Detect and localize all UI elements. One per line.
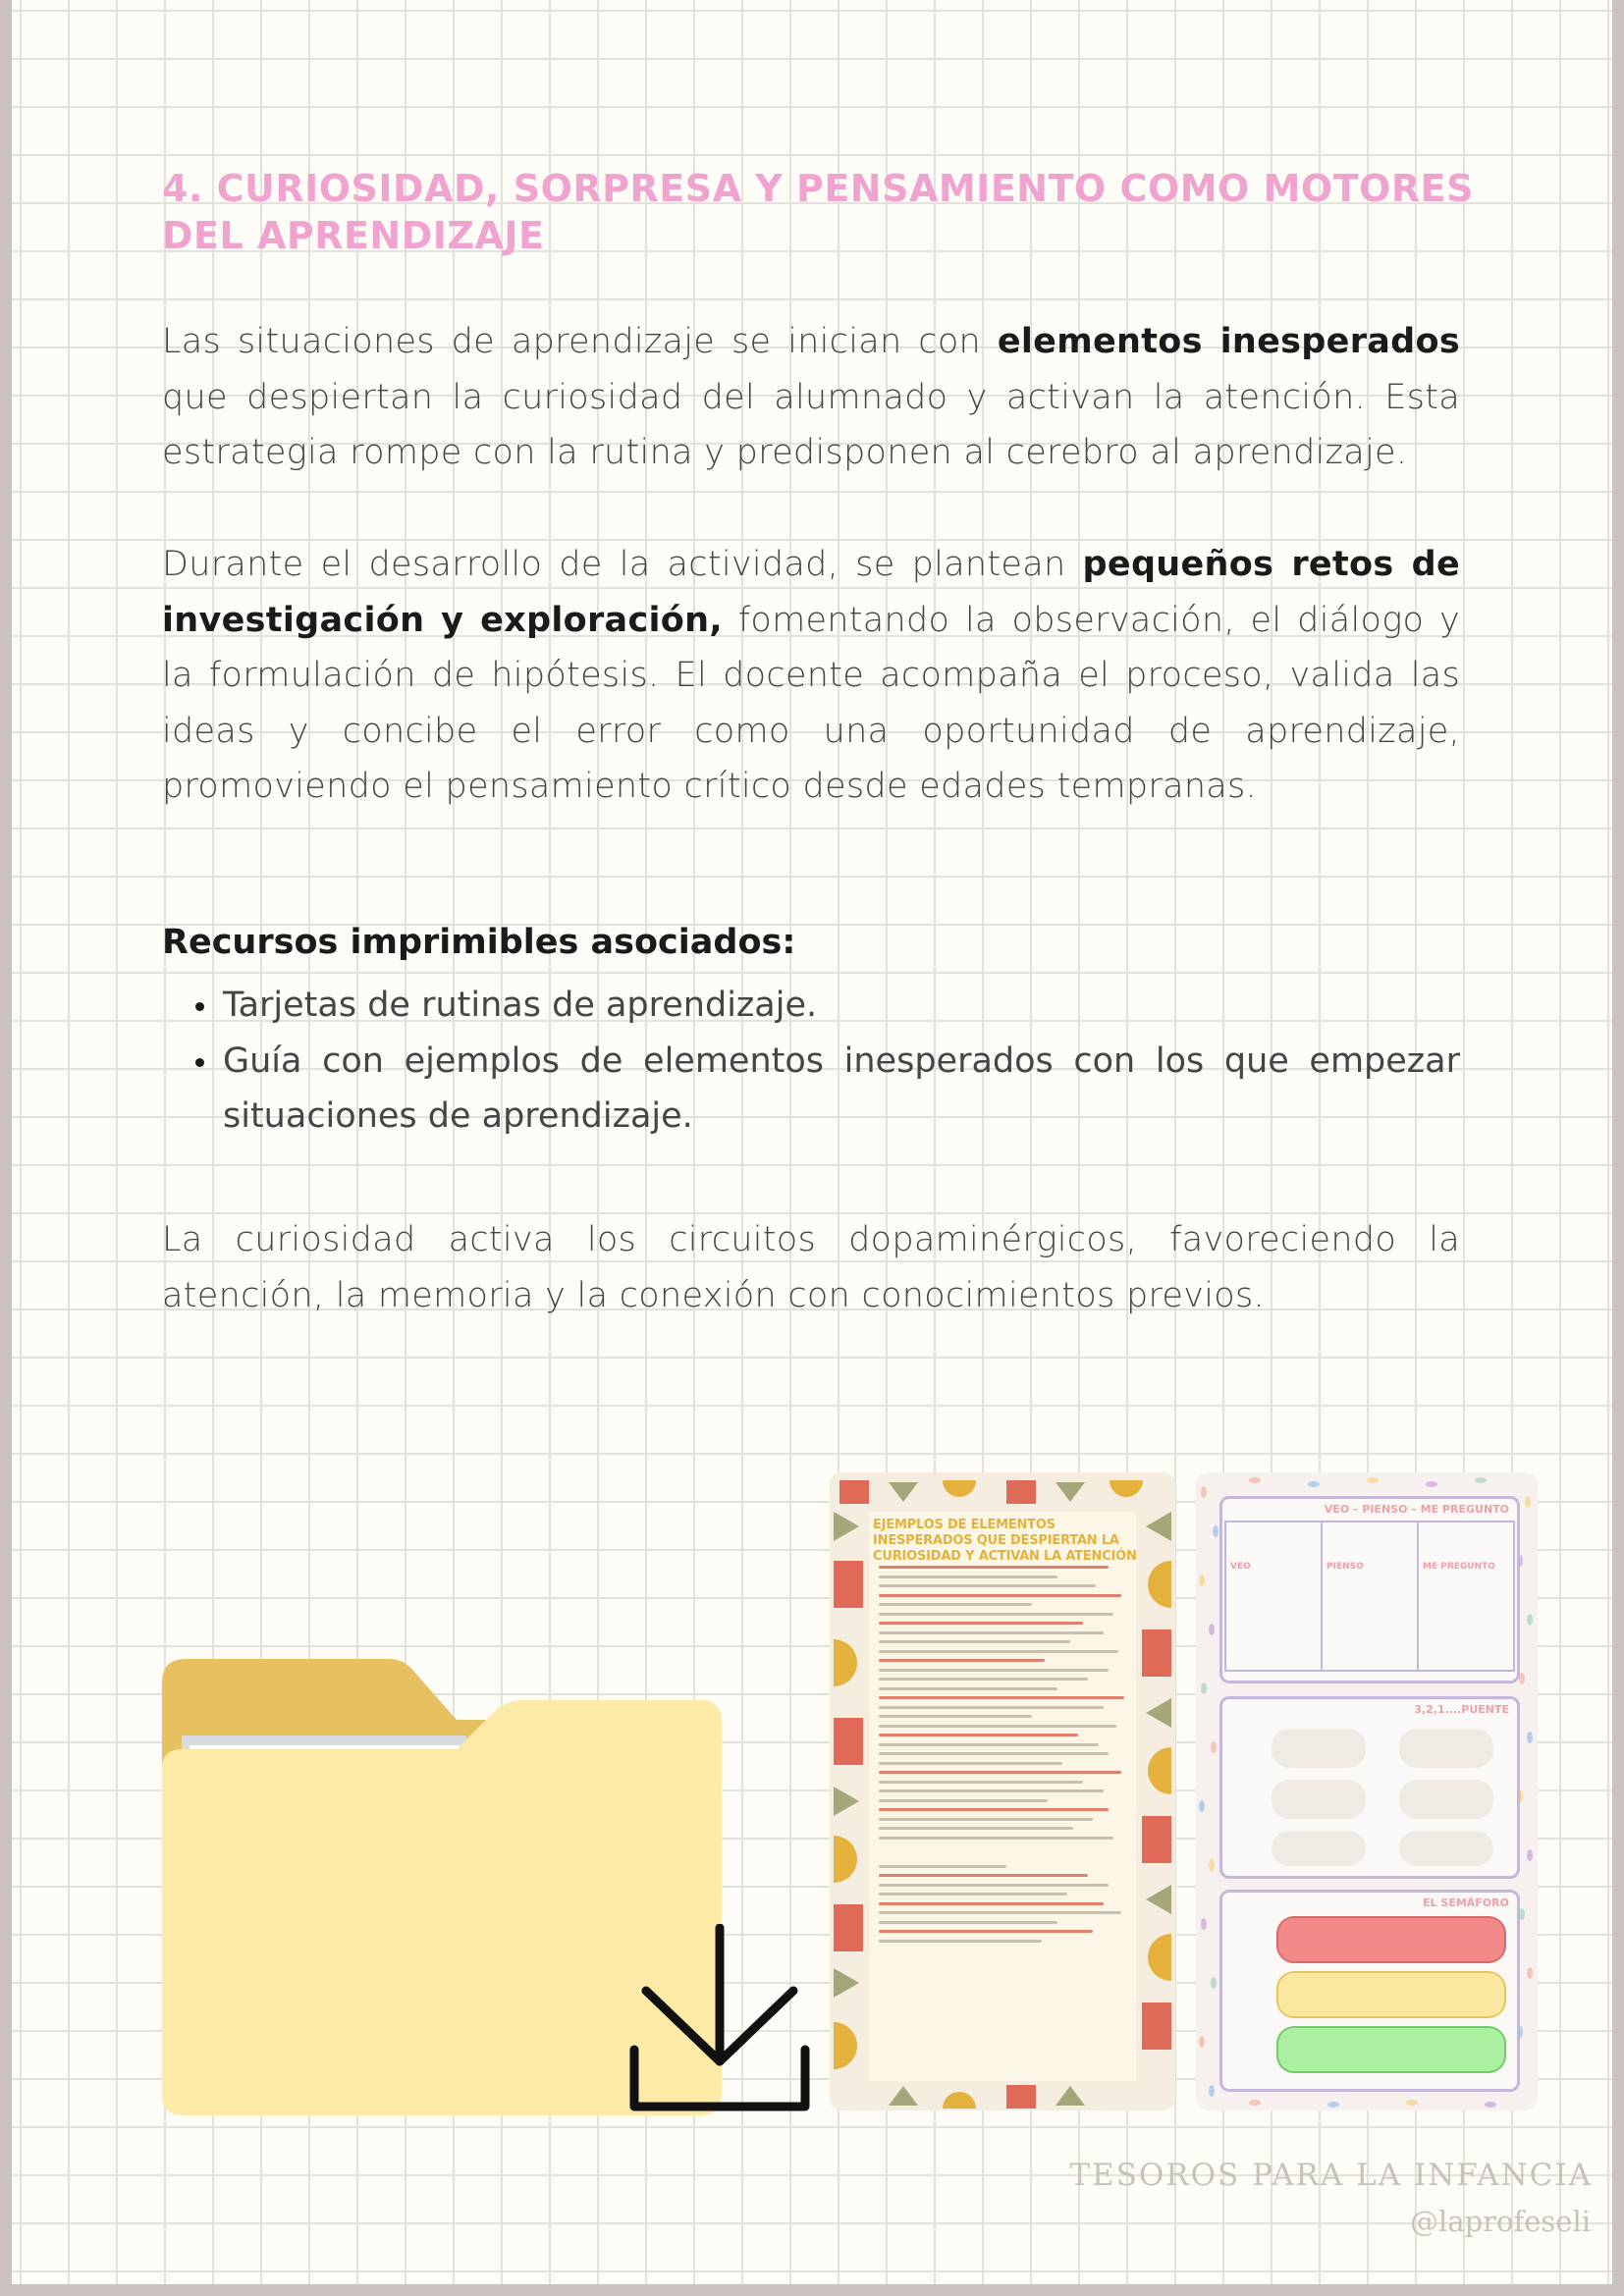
footer-handle: @laprofeseli: [1410, 2205, 1591, 2238]
page-frame-left: [0, 0, 12, 2296]
routine-panel-see-think-wonder: [1219, 1496, 1520, 1683]
routine-column-label: PIENSO: [1326, 1562, 1364, 1572]
routine-column: [1321, 1521, 1419, 1672]
routine-column-label: VEO: [1230, 1562, 1251, 1572]
section-heading: [162, 165, 1478, 259]
resource-item-label: Guía con ejemplos de elementos inesperados con los que empezar situaciones de aprendizaje.: [223, 1041, 1460, 1136]
download-icon[interactable]: [626, 1924, 813, 2112]
paragraph-development-text-1: Durante el desarrollo de la actividad, se plantean: [162, 545, 1083, 584]
routine-panel-title: VEO – PIENSO – ME PREGUNTO: [1324, 1503, 1509, 1516]
resource-item: [162, 1034, 1460, 1145]
routine-column: [1417, 1521, 1515, 1672]
semaphore-green: [1276, 2026, 1506, 2073]
preview-text-lines: [879, 1566, 1134, 1949]
heading-line-1: 4. CURIOSIDAD, SORPRESA Y PENSAMIENTO COMO MOTORES: [162, 167, 1474, 210]
paragraph-development-text-2: fomentando la observación, el diálogo y la formulación de hipótesis. El docente acompaña el proceso, valida las ideas y concibe el error como una oportunidad de aprendizaje, promoviendo el pensamiento crítico desde edades tempranas.: [162, 600, 1460, 806]
routine-panel-title: 3,2,1....PUENTE: [1414, 1703, 1509, 1716]
bullet-icon: [195, 1058, 204, 1067]
page-frame-bottom: [0, 2284, 1624, 2296]
paragraph-intro-text-2: que despiertan la curiosidad del alumnado y activan la atención. Esta estrategia rompe con la rutina y predisponen al cerebro al aprendizaje.: [162, 377, 1460, 472]
printable-preview-unexpected-elements[interactable]: [830, 1472, 1175, 2110]
semaphore-yellow: [1276, 1971, 1506, 2018]
resource-item: [162, 978, 1460, 1034]
paragraph-intro-text-1: Las situaciones de aprendizaje se inician con: [162, 322, 998, 361]
paragraph-intro-bold: elementos inesperados: [997, 322, 1461, 361]
page-frame-right: [1612, 0, 1624, 2296]
resource-item-label: Tarjetas de rutinas de aprendizaje.: [223, 986, 818, 1025]
paragraph-intro: [162, 314, 1460, 481]
resources-list: [162, 978, 1460, 1145]
routine-column-label: ME PREGUNTO: [1423, 1562, 1495, 1572]
preview-1-title: EJEMPLOS DE ELEMENTOS INESPERADOS QUE DESPIERTAN LA CURIOSIDAD Y ACTIVAN LA ATENCIÓN: [873, 1518, 1137, 1564]
paragraph-closing: La curiosidad activa los circuitos dopaminérgicos, favoreciendo la atención, la memoria y la conexión con conocimientos previos.: [162, 1220, 1460, 1315]
routine-panel-title: EL SEMÁFORO: [1423, 1896, 1509, 1909]
resources-title: Recursos imprimibles asociados:: [162, 923, 796, 962]
bullet-icon: [195, 1002, 204, 1011]
routine-panel-bridge: [1219, 1696, 1520, 1879]
routine-panel-traffic-light: [1219, 1890, 1520, 2092]
semaphore-red: [1276, 1916, 1506, 1963]
paragraph-development: [162, 537, 1460, 815]
paragraph-development-bold: pequeños retos de investigación y exploración,: [162, 545, 1460, 640]
routine-column: [1224, 1521, 1323, 1672]
heading-line-2: DEL APRENDIZAJE: [162, 214, 545, 257]
printable-preview-thinking-routines[interactable]: [1196, 1472, 1538, 2110]
footer-brand: TESOROS PARA LA INFANCIA: [1069, 2158, 1593, 2193]
